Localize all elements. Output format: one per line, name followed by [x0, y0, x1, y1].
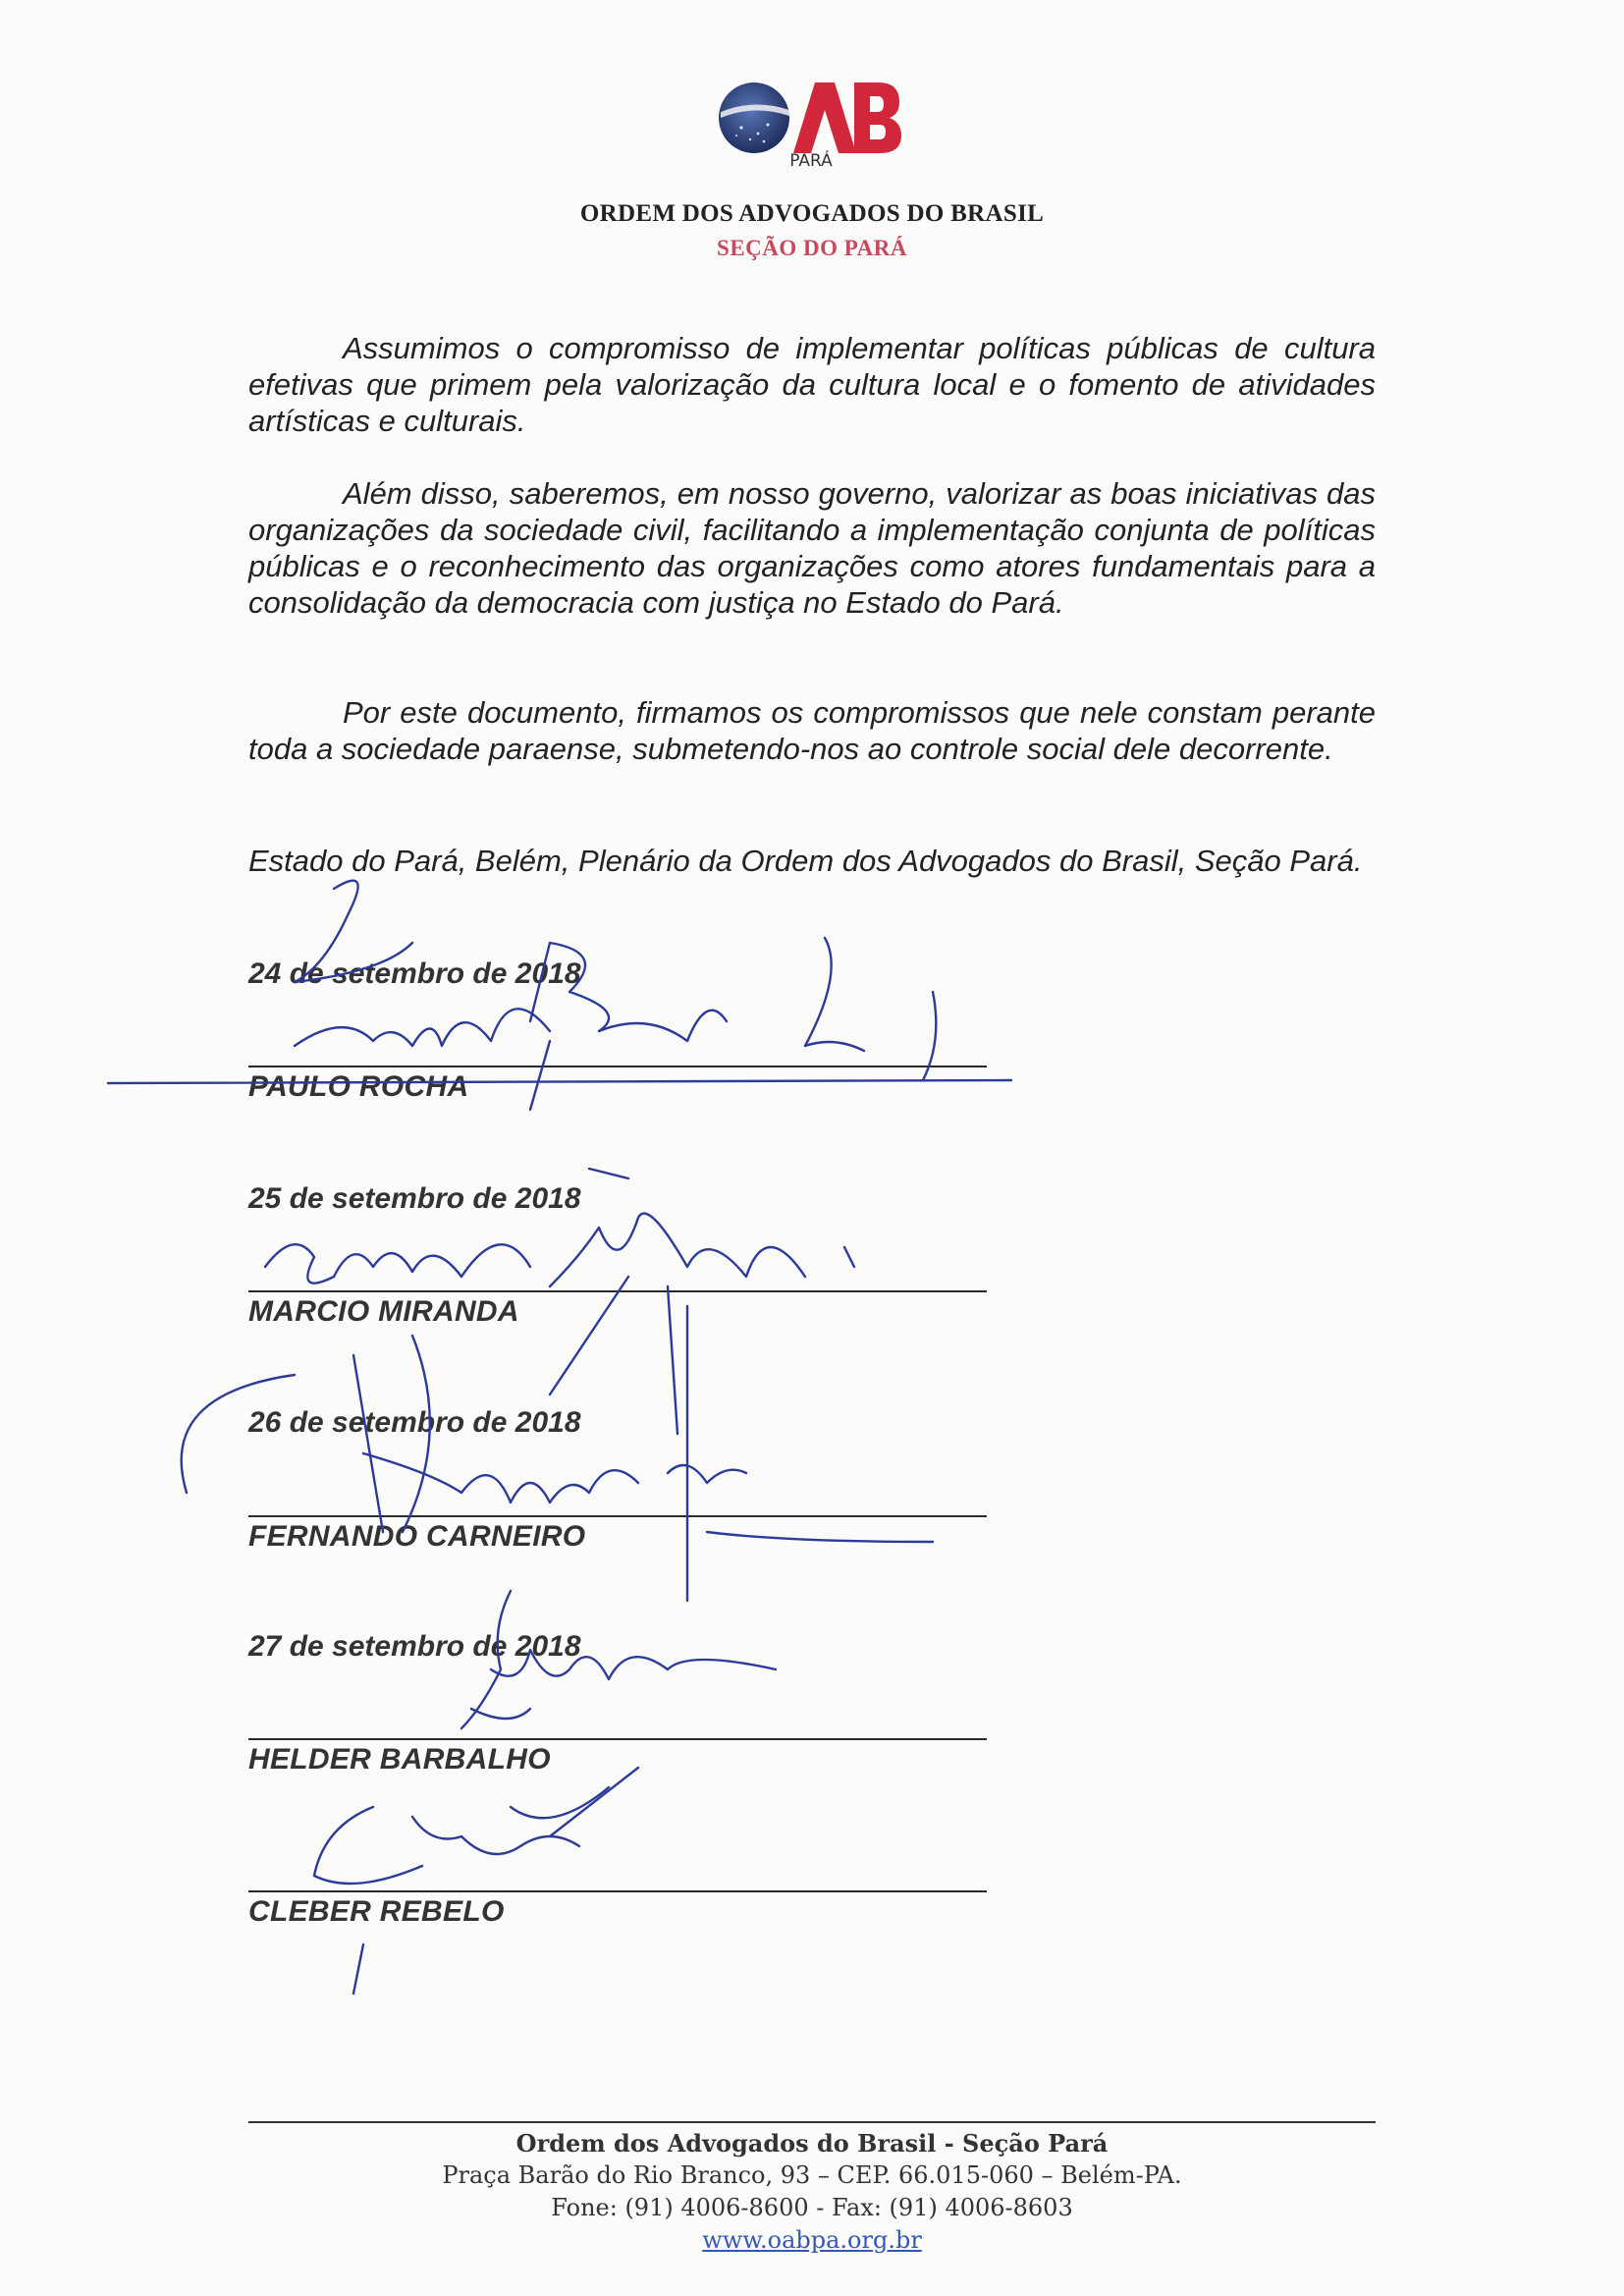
footer-phones: Fone: (91) 4006-8600 - Fax: (91) 4006-8603	[551, 2194, 1073, 2221]
footer-org-name: Ordem dos Advogados do Brasil - Seção Pará	[515, 2129, 1109, 2158]
signature-line	[248, 1515, 987, 1517]
signature-cleber-rebelo	[314, 1768, 638, 1994]
signature-line	[248, 1738, 987, 1740]
paragraph-commitment: Por este documento, firmamos os compromissos que nele constam perante toda a sociedade paraense, submetendo-nos ao controle social dele decorrente.	[248, 695, 1376, 766]
place-statement: Estado do Pará, Belém, Plenário da Ordem dos Advogados do Brasil, Seção Pará.	[248, 844, 1363, 878]
paragraph-culture: Assumimos o compromisso de implementar políticas públicas de cultura efetivas que primem pela valorização da cultura local e o fomento de atividades artísticas e culturais.	[248, 331, 1376, 438]
signature-date: 26 de setembro de 2018	[248, 1406, 581, 1439]
paragraph-civil-society: Além disso, saberemos, em nosso governo, valorizar as boas iniciativas das organizações da sociedade civil, facilitando a implementação conjunta de políticas públicas e o reconhecimento das organizações como atores fundamentais para a consolidação da democracia com justiça no Estado do Pará.	[248, 476, 1376, 620]
signature-date: 27 de setembro de 2018	[248, 1630, 581, 1663]
org-section: SEÇÃO DO PARÁ	[717, 236, 907, 260]
footer-rule	[248, 2121, 1376, 2123]
signer-name: MARCIO MIRANDA	[248, 1295, 519, 1328]
logo-state-label: PARÁ	[789, 151, 833, 171]
signature-date: 24 de setembro de 2018	[248, 957, 581, 990]
signer-name: HELDER BARBALHO	[248, 1743, 551, 1776]
signature-fernando-carneiro	[182, 1306, 933, 1601]
signature-paulo-rocha	[108, 881, 1011, 1110]
signature-line	[248, 1290, 987, 1292]
signature-date: 25 de setembro de 2018	[248, 1182, 581, 1215]
signer-name: CLEBER REBELO	[248, 1895, 505, 1928]
signer-name: PAULO ROCHA	[248, 1070, 469, 1103]
footer-address: Praça Barão do Rio Branco, 93 – CEP. 66.015-060 – Belém-PA.	[442, 2161, 1182, 2189]
footer-website-link[interactable]: www.oabpa.org.br	[702, 2226, 922, 2254]
signature-line	[248, 1890, 987, 1892]
org-title: ORDEM DOS ADVOGADOS DO BRASIL	[579, 200, 1045, 227]
signature-line	[248, 1066, 987, 1067]
signer-name: FERNANDO CARNEIRO	[248, 1520, 586, 1553]
